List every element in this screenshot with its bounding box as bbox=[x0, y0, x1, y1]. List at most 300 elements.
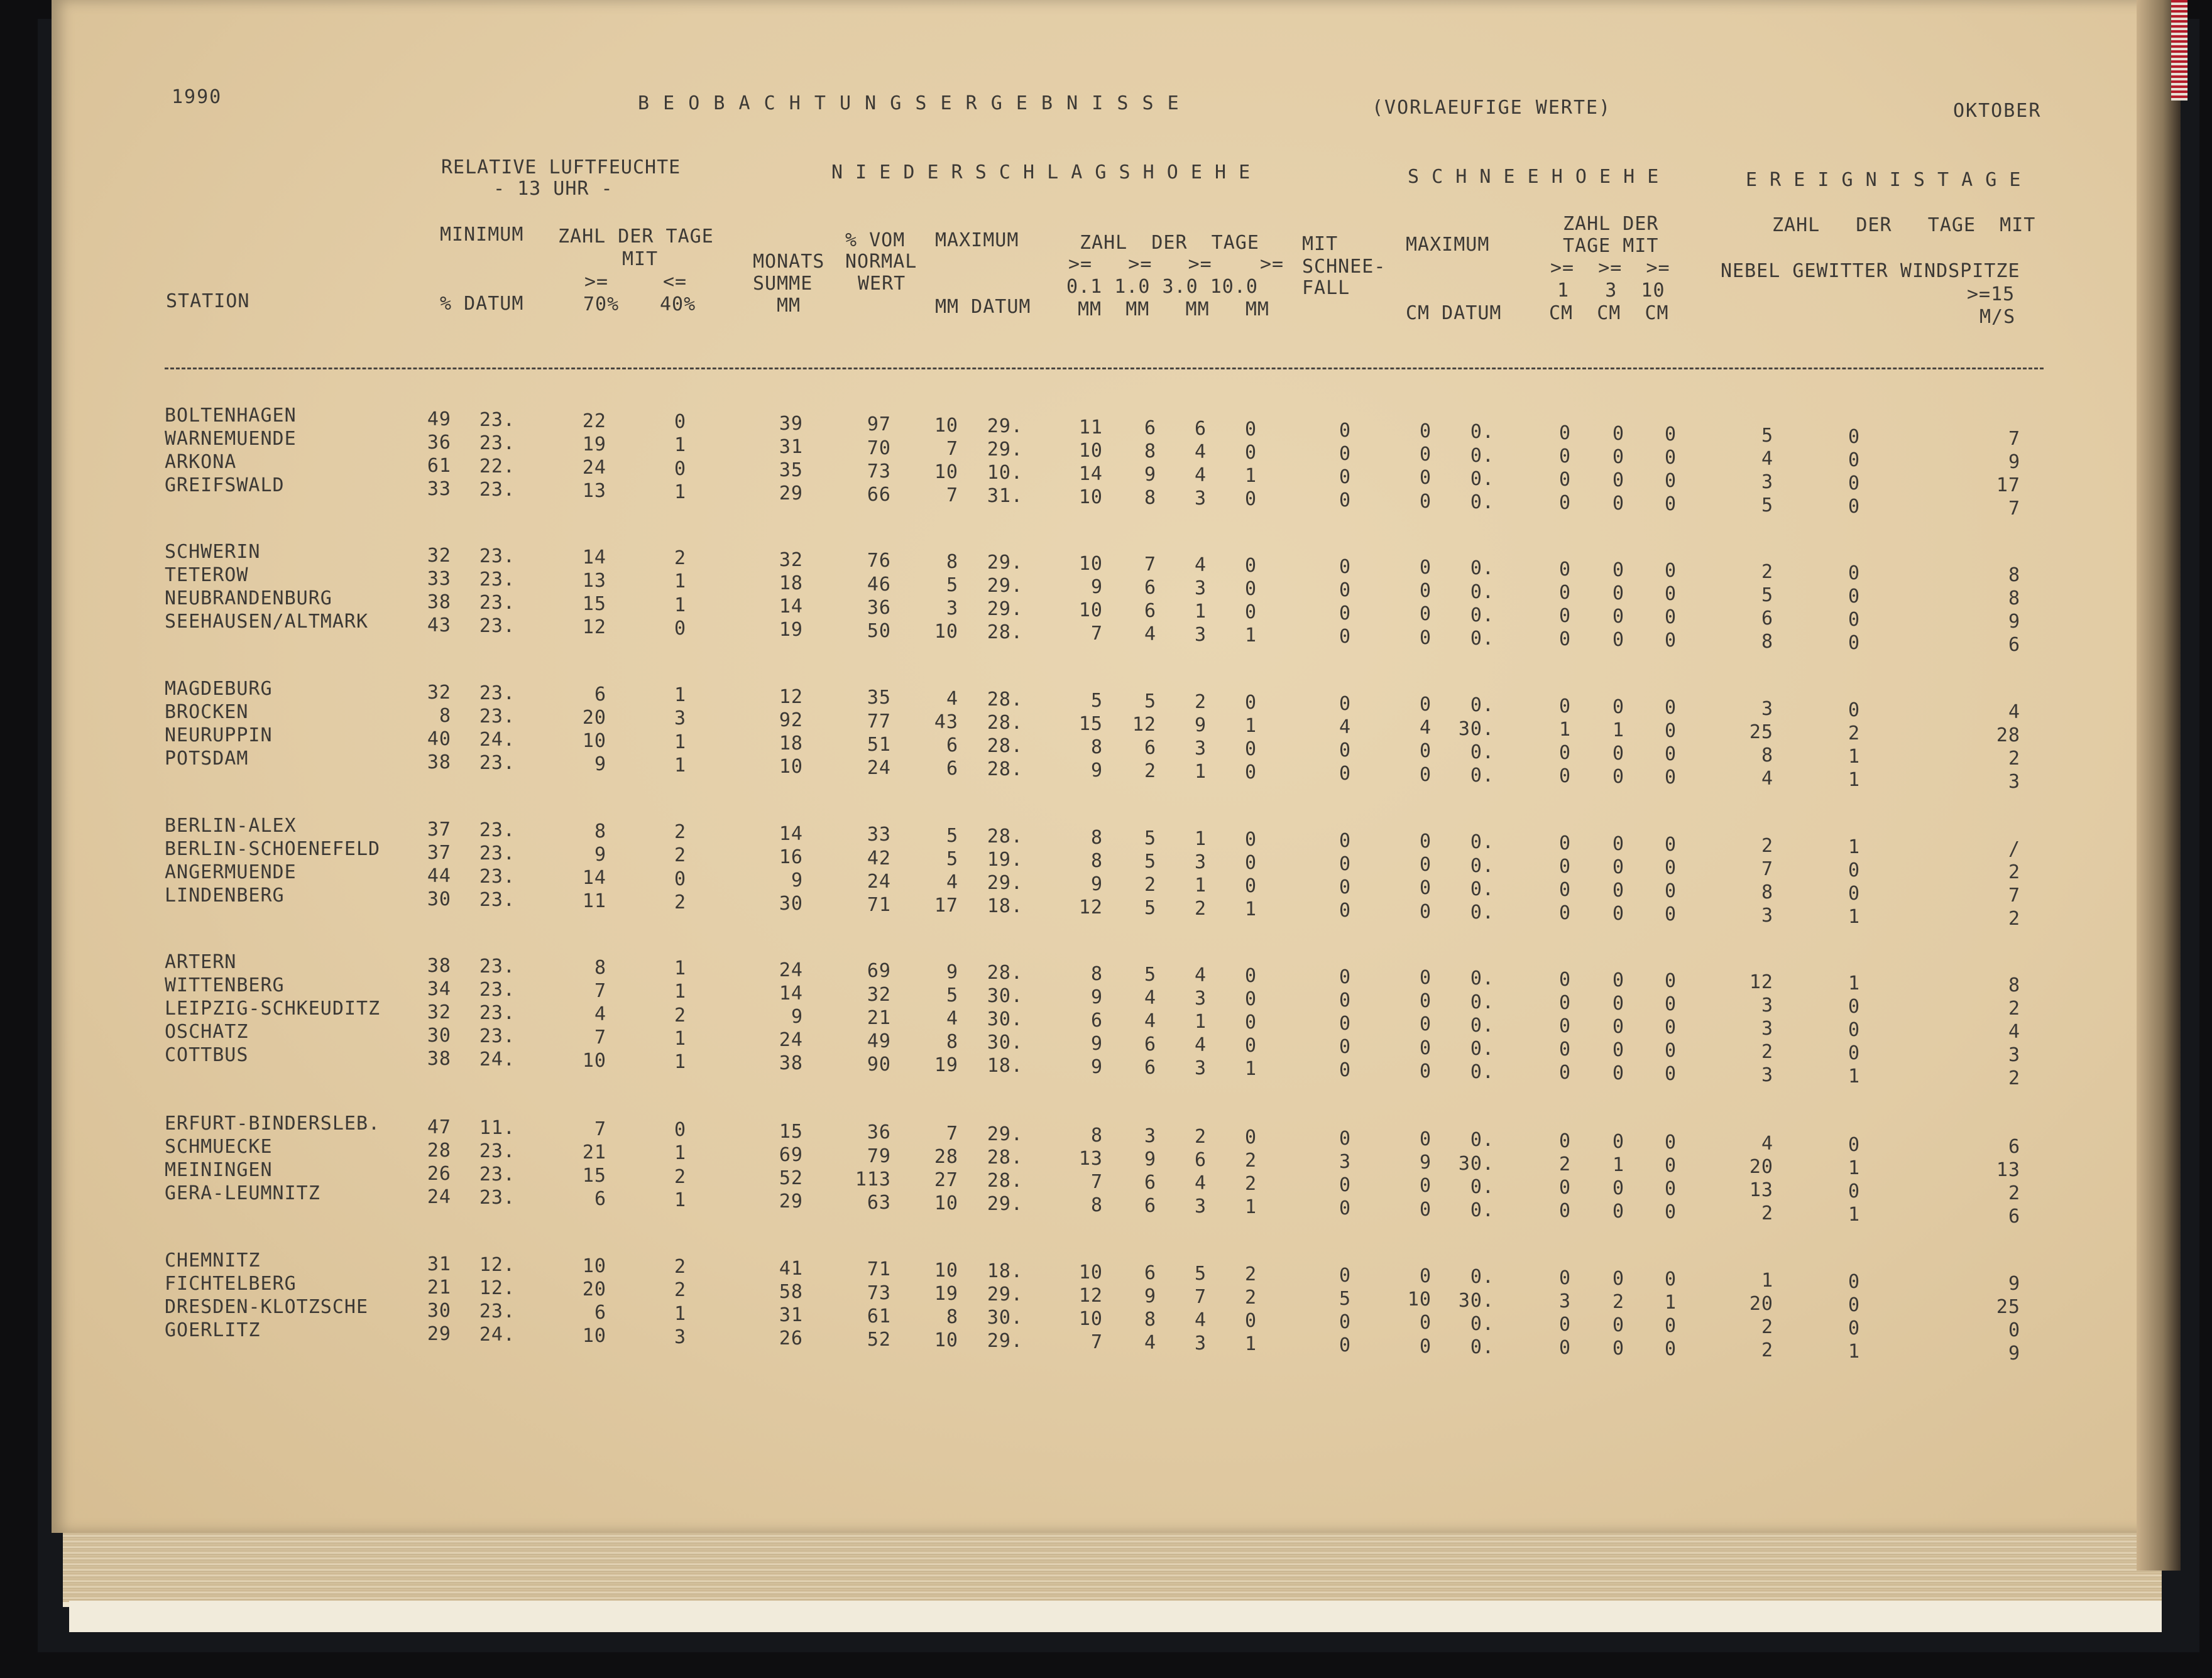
table-cell: 6 bbox=[1090, 1009, 1103, 1032]
table-cell: 0. bbox=[1470, 854, 1494, 877]
table-cell: 6 bbox=[1194, 1148, 1207, 1171]
table-cell: 23. bbox=[479, 866, 515, 888]
table-cell: 30 bbox=[427, 888, 451, 910]
table-cell: 1 bbox=[674, 481, 686, 503]
table-cell: 3 bbox=[1558, 1290, 1571, 1313]
table-cell: 0 bbox=[1339, 1012, 1351, 1035]
table-cell: 9 bbox=[1144, 463, 1156, 486]
table-cell: 17 bbox=[934, 895, 958, 917]
table-cell: 1 bbox=[674, 981, 686, 1003]
table-cell: 2 bbox=[1761, 561, 1773, 583]
table-cell: 1 bbox=[1848, 1204, 1860, 1226]
table-cell: 24 bbox=[582, 456, 606, 479]
table-cell: 0 bbox=[1419, 1312, 1432, 1334]
table-cell: 0 bbox=[1848, 859, 1860, 881]
table-cell: 0 bbox=[1612, 446, 1624, 469]
table-cell: 33 bbox=[427, 478, 451, 500]
table-cell: 0 bbox=[1664, 560, 1677, 582]
table-cell: 3 bbox=[1761, 905, 1773, 927]
table-cell: 4 bbox=[1194, 964, 1207, 986]
table-cell: 5 bbox=[1761, 494, 1773, 517]
table-cell: 0 bbox=[1339, 442, 1351, 465]
station-name: BROCKEN bbox=[165, 701, 249, 724]
table-cell: 0 bbox=[1339, 762, 1351, 785]
table-cell: 6 bbox=[946, 758, 958, 780]
table-cell: 29. bbox=[987, 1283, 1023, 1306]
table-cell: 0 bbox=[1419, 763, 1432, 786]
table-cell: 1 bbox=[1664, 1292, 1677, 1314]
table-cell: 2 bbox=[2008, 861, 2020, 883]
table-cell: 0 bbox=[1244, 738, 1257, 760]
table-cell: 0 bbox=[674, 1119, 686, 1141]
table-cell: 5 bbox=[1144, 897, 1156, 920]
table-cell: 0 bbox=[1612, 903, 1624, 925]
table-cell: 0 bbox=[1558, 445, 1571, 468]
table-cell: 2 bbox=[674, 1165, 686, 1188]
table-cell: 0 bbox=[1612, 423, 1624, 445]
table-cell: 28. bbox=[987, 758, 1023, 781]
table-cell: 4 bbox=[946, 687, 958, 710]
table-cell: 11 bbox=[1078, 416, 1103, 439]
table-cell: 3 bbox=[1761, 994, 1773, 1017]
table-cell: 10 bbox=[934, 621, 958, 643]
table-cell: 0 bbox=[1339, 899, 1351, 922]
table-cell: 8 bbox=[2008, 587, 2020, 609]
station-name: ERFURT-BINDERSLEB. bbox=[165, 1113, 381, 1135]
table-cell: 1 bbox=[674, 1050, 686, 1073]
header-rule bbox=[165, 368, 2044, 369]
table-cell: 0 bbox=[1558, 1177, 1571, 1199]
col-thresholds: 0.1 1.0 3.0 10.0 bbox=[1066, 276, 1258, 298]
table-cell: 0 bbox=[1848, 1270, 1860, 1293]
table-cell: 0 bbox=[1339, 1174, 1351, 1196]
table-cell: 2 bbox=[674, 891, 686, 913]
table-cell: 1 bbox=[1848, 769, 1860, 792]
table-cell: 0 bbox=[1244, 691, 1257, 714]
table-cell: 0 bbox=[1664, 423, 1677, 446]
table-cell: 0 bbox=[1419, 990, 1432, 1013]
table-cell: 9 bbox=[2008, 1343, 2020, 1365]
table-cell: 32 bbox=[427, 544, 451, 567]
table-cell: 3 bbox=[1194, 851, 1207, 873]
table-cell: 8 bbox=[1090, 849, 1103, 872]
table-cell: 25 bbox=[1996, 1296, 2020, 1318]
table-cell: 8 bbox=[1090, 1124, 1103, 1147]
col-snow-thr: 1 3 10 bbox=[1557, 280, 1665, 302]
table-cell: 0 bbox=[1339, 1059, 1351, 1081]
table-cell: 2 bbox=[1558, 1153, 1571, 1176]
table-cell: 1 bbox=[1244, 624, 1257, 647]
table-cell: 3 bbox=[1761, 471, 1773, 494]
table-cell: 2 bbox=[1144, 760, 1156, 783]
page-subtitle: (VORLAEUFIGE WERTE) bbox=[1372, 97, 1612, 119]
table-cell: 0 bbox=[674, 457, 686, 480]
table-cell: 0 bbox=[1664, 447, 1677, 469]
table-cell: 0 bbox=[1558, 1130, 1571, 1152]
table-cell: 0 bbox=[1558, 1038, 1571, 1061]
table-cell: 18. bbox=[987, 1260, 1023, 1283]
station-name: POTSDAM bbox=[165, 748, 249, 770]
table-cell: 0 bbox=[1612, 1016, 1624, 1038]
table-cell: 0 bbox=[1612, 833, 1624, 856]
station-name: TETEROW bbox=[165, 564, 249, 587]
table-cell: 0 bbox=[1339, 1334, 1351, 1356]
table-cell: 2 bbox=[1761, 1041, 1773, 1064]
station-name: NEURUPPIN bbox=[165, 724, 273, 747]
col-mit-schnee: MIT bbox=[1302, 233, 1339, 255]
table-cell: 9 bbox=[1090, 1032, 1103, 1055]
group-humidity-time: - 13 UHR - bbox=[493, 178, 613, 200]
table-cell: 0. bbox=[1470, 831, 1494, 854]
table-cell: 36 bbox=[867, 1121, 891, 1144]
table-cell: 1 bbox=[1558, 719, 1571, 741]
table-cell: 5 bbox=[1090, 689, 1103, 712]
col-snow-max: MAXIMUM bbox=[1406, 234, 1490, 256]
table-cell: 0 bbox=[1848, 562, 1860, 584]
table-cell: 43 bbox=[427, 614, 451, 636]
table-cell: 2 bbox=[2008, 908, 2020, 930]
table-cell: 28 bbox=[1996, 724, 2020, 746]
table-cell: 13 bbox=[582, 480, 606, 503]
table-cell: 38 bbox=[427, 751, 451, 773]
table-cell: 24. bbox=[479, 1049, 515, 1071]
table-cell: 28. bbox=[987, 621, 1023, 644]
station-name: ARTERN bbox=[165, 951, 237, 973]
col-snow-tage: TAGE MIT bbox=[1563, 235, 1659, 257]
table-cell: 8 bbox=[1144, 487, 1156, 509]
table-cell: 0 bbox=[1558, 1200, 1571, 1223]
table-cell: 10 bbox=[582, 1255, 606, 1277]
table-cell: 28. bbox=[987, 735, 1023, 758]
table-cell: 0 bbox=[1244, 761, 1257, 784]
table-cell: 0 bbox=[1244, 488, 1257, 511]
table-cell: 0 bbox=[1419, 444, 1432, 466]
table-cell: 5 bbox=[1144, 827, 1156, 849]
table-cell: 0 bbox=[1558, 879, 1571, 902]
table-cell: 4 bbox=[946, 1007, 958, 1030]
table-cell: 30 bbox=[427, 1299, 451, 1322]
table-cell: 0 bbox=[1339, 989, 1351, 1011]
table-cell: 23. bbox=[479, 706, 515, 728]
table-cell: 0 bbox=[1848, 1317, 1860, 1339]
table-cell: 0 bbox=[1339, 625, 1351, 648]
table-cell: 0 bbox=[1244, 988, 1257, 1010]
table-cell: 0 bbox=[1419, 1175, 1432, 1197]
table-cell: 50 bbox=[867, 619, 891, 642]
table-cell: 3 bbox=[1194, 1332, 1207, 1355]
table-cell: 6 bbox=[1144, 736, 1156, 759]
table-cell: 52 bbox=[867, 1328, 891, 1351]
table-cell: 7 bbox=[1090, 622, 1103, 645]
table-cell: 0 bbox=[1612, 582, 1624, 605]
table-cell: 5 bbox=[946, 824, 958, 847]
table-cell: 0 bbox=[1848, 1018, 1860, 1041]
table-cell: 2 bbox=[1244, 1149, 1257, 1172]
table-cell: 30. bbox=[987, 985, 1023, 1008]
table-cell: 0 bbox=[1558, 832, 1571, 854]
table-cell: 4 bbox=[1194, 1309, 1207, 1331]
table-cell: 0 bbox=[1664, 766, 1677, 789]
table-cell: 29. bbox=[987, 872, 1023, 895]
col-events-zahl: ZAHL DER TAGE MIT bbox=[1772, 214, 2036, 236]
table-cell: 0. bbox=[1470, 878, 1494, 900]
col-snow-zahl: ZAHL DER bbox=[1563, 213, 1659, 235]
table-cell: 0. bbox=[1470, 1175, 1494, 1198]
table-cell: 2 bbox=[1761, 835, 1773, 857]
table-cell: 0. bbox=[1470, 741, 1494, 763]
table-cell: 0. bbox=[1470, 421, 1494, 444]
table-cell: 9 bbox=[1090, 873, 1103, 895]
table-cell: 16 bbox=[779, 846, 803, 868]
table-cell: 34 bbox=[427, 978, 451, 1000]
table-cell: 21 bbox=[867, 1006, 891, 1029]
table-cell: 2 bbox=[674, 547, 686, 570]
col-events-ge15: >=15 bbox=[1967, 283, 2015, 305]
table-cell: 21 bbox=[582, 1141, 606, 1163]
col-summe-mm: MM bbox=[777, 295, 801, 317]
table-cell: 3 bbox=[1761, 1018, 1773, 1040]
table-cell: 4 bbox=[1761, 768, 1773, 790]
table-cell: 0 bbox=[1419, 626, 1432, 649]
table-cell: 2 bbox=[2008, 748, 2020, 770]
table-cell: 14 bbox=[779, 595, 803, 618]
table-cell: 8 bbox=[1090, 826, 1103, 849]
table-cell: 0 bbox=[1419, 1265, 1432, 1288]
table-cell: 24 bbox=[867, 870, 891, 893]
table-cell: 8 bbox=[1144, 440, 1156, 462]
table-cell: 0 bbox=[1339, 466, 1351, 488]
table-cell: 0 bbox=[1244, 601, 1257, 623]
table-cell: 1 bbox=[674, 1142, 686, 1165]
table-cell: 0. bbox=[1470, 764, 1494, 787]
table-cell: 6 bbox=[594, 1188, 606, 1211]
page-year: 1990 bbox=[172, 86, 222, 108]
table-cell: 0 bbox=[1419, 1037, 1432, 1059]
table-cell: 19. bbox=[987, 849, 1023, 871]
table-cell: 24. bbox=[479, 1324, 515, 1346]
table-cell: 29. bbox=[987, 1193, 1023, 1216]
table-cell: 10 bbox=[934, 1259, 958, 1282]
table-cell: 12. bbox=[479, 1253, 515, 1276]
table-cell: 27 bbox=[934, 1169, 958, 1191]
table-cell: 23. bbox=[479, 1300, 515, 1323]
table-cell: 0 bbox=[1612, 993, 1624, 1015]
table-cell: 1 bbox=[674, 1189, 686, 1211]
table-cell: 12. bbox=[479, 1277, 515, 1300]
station-name: SCHMUECKE bbox=[165, 1136, 273, 1158]
table-cell: 0. bbox=[1470, 694, 1494, 717]
table-cell: 6 bbox=[594, 1301, 606, 1324]
table-cell: 25 bbox=[1749, 721, 1773, 744]
table-cell: 12 bbox=[1078, 1284, 1103, 1307]
station-name: MEININGEN bbox=[165, 1159, 273, 1182]
table-cell: 0 bbox=[1244, 964, 1257, 987]
table-cell: 1 bbox=[674, 434, 686, 457]
table-cell: 0 bbox=[1339, 739, 1351, 761]
table-cell: 9 bbox=[1090, 1056, 1103, 1079]
table-cell: 23. bbox=[479, 592, 515, 614]
table-cell: 10 bbox=[934, 414, 958, 437]
group-precipitation: N I E D E R S C H L A G S H O E H E bbox=[831, 161, 1251, 183]
station-name: DRESDEN-KLOTZSCHE bbox=[165, 1296, 369, 1319]
table-cell: 2 bbox=[674, 844, 686, 867]
table-cell: 0 bbox=[1848, 1180, 1860, 1202]
table-cell: 0 bbox=[1664, 743, 1677, 766]
table-cell: 9 bbox=[1144, 1148, 1156, 1170]
table-cell: 14 bbox=[779, 822, 803, 845]
table-cell: 3 bbox=[1339, 1150, 1351, 1173]
station-name: ANGERMUENDE bbox=[165, 861, 297, 884]
table-cell: 23. bbox=[479, 432, 515, 455]
table-cell: 15 bbox=[582, 1164, 606, 1187]
station-name: MAGDEBURG bbox=[165, 678, 273, 700]
table-cell: 0 bbox=[1612, 1314, 1624, 1337]
table-cell: 1 bbox=[1848, 1157, 1860, 1179]
table-cell: 0 bbox=[1558, 628, 1571, 651]
table-cell: 1 bbox=[674, 594, 686, 616]
table-cell: 6 bbox=[1194, 417, 1207, 440]
book-gutter bbox=[2137, 0, 2181, 1571]
table-cell: 23. bbox=[479, 1140, 515, 1163]
table-cell: 11. bbox=[479, 1116, 515, 1139]
table-cell: 0 bbox=[1244, 851, 1257, 874]
table-cell: 32 bbox=[779, 548, 803, 571]
table-cell: 73 bbox=[867, 460, 891, 482]
table-cell: 0 bbox=[1419, 877, 1432, 900]
table-cell: 0 bbox=[1339, 692, 1351, 715]
table-cell: 0. bbox=[1470, 1060, 1494, 1083]
table-cell: 0 bbox=[1612, 1268, 1624, 1290]
table-cell: 10 bbox=[779, 756, 803, 778]
table-cell: 0. bbox=[1470, 901, 1494, 923]
table-cell: 73 bbox=[867, 1282, 891, 1304]
table-cell: 2 bbox=[674, 821, 686, 844]
table-cell: 28. bbox=[987, 1147, 1023, 1169]
table-cell: 5 bbox=[1144, 963, 1156, 986]
table-cell: 14 bbox=[779, 982, 803, 1005]
table-cell: 2 bbox=[674, 1004, 686, 1027]
table-cell: 0 bbox=[1664, 1338, 1677, 1361]
table-cell: 76 bbox=[867, 550, 891, 572]
table-cell: 4 bbox=[1144, 1010, 1156, 1032]
table-cell: 0 bbox=[1612, 856, 1624, 879]
table-cell: 0 bbox=[1339, 966, 1351, 988]
table-cell: 61 bbox=[427, 454, 451, 477]
station-name: FICHTELBERG bbox=[165, 1273, 297, 1295]
station-name: LEIPZIG-SCHKEUDITZ bbox=[165, 998, 381, 1020]
table-cell: 79 bbox=[867, 1145, 891, 1167]
table-cell: 97 bbox=[867, 413, 891, 436]
group-snow: S C H N E E H O E H E bbox=[1408, 166, 1660, 188]
table-cell: 38 bbox=[427, 591, 451, 613]
table-cell: 10 bbox=[1078, 486, 1103, 508]
table-cell: 0 bbox=[1244, 441, 1257, 464]
table-cell: 1 bbox=[1848, 906, 1860, 929]
table-cell: 7 bbox=[1090, 1331, 1103, 1353]
table-cell: 0. bbox=[1470, 467, 1494, 490]
table-cell: 7 bbox=[2008, 498, 2020, 520]
table-cell: 4 bbox=[1194, 553, 1207, 576]
table-cell: 30. bbox=[987, 1307, 1023, 1329]
table-cell: 2 bbox=[1194, 1125, 1207, 1148]
table-cell: 6 bbox=[1761, 607, 1773, 630]
table-cell: 4 bbox=[1194, 464, 1207, 486]
table-cell: 2 bbox=[2008, 1067, 2020, 1090]
table-cell: 0 bbox=[1339, 555, 1351, 578]
table-cell: 7 bbox=[594, 1118, 606, 1140]
table-cell: 26 bbox=[779, 1327, 803, 1349]
table-cell: 6 bbox=[2008, 1135, 2020, 1158]
table-cell: 0 bbox=[1419, 900, 1432, 923]
table-cell: 0 bbox=[1664, 970, 1677, 993]
table-cell: 92 bbox=[779, 709, 803, 731]
table-cell: 0. bbox=[1470, 604, 1494, 626]
table-cell: 0 bbox=[1339, 1197, 1351, 1219]
table-cell: 8 bbox=[594, 956, 606, 979]
table-cell: 4 bbox=[1144, 1332, 1156, 1354]
table-cell: 28. bbox=[987, 689, 1023, 711]
table-cell: 3 bbox=[1194, 624, 1207, 646]
table-cell: 0 bbox=[1664, 583, 1677, 606]
table-cell: 0 bbox=[1419, 1335, 1432, 1358]
table-cell: 0 bbox=[1848, 496, 1860, 518]
table-cell: 0 bbox=[1244, 1011, 1257, 1033]
table-cell: 0 bbox=[1419, 831, 1432, 853]
table-cell: / bbox=[2008, 837, 2020, 860]
table-cell: 13 bbox=[1996, 1159, 2020, 1181]
table-cell: 5 bbox=[1144, 690, 1156, 712]
table-cell: 5 bbox=[1761, 425, 1773, 447]
table-cell: 1 bbox=[1244, 464, 1257, 487]
col-ge: >= bbox=[584, 271, 609, 293]
table-cell: 31 bbox=[779, 1304, 803, 1326]
table-cell: 0 bbox=[1664, 1315, 1677, 1337]
table-cell: 13 bbox=[1078, 1147, 1103, 1170]
table-cell: 4 bbox=[594, 1003, 606, 1025]
table-cell: 3 bbox=[1761, 1064, 1773, 1087]
table-cell: 2 bbox=[674, 1256, 686, 1278]
table-cell: 8 bbox=[439, 704, 451, 727]
table-cell: 30. bbox=[987, 1032, 1023, 1054]
table-cell: 9 bbox=[1194, 714, 1207, 736]
table-cell: 6 bbox=[1144, 1195, 1156, 1218]
col-station: STATION bbox=[166, 290, 250, 312]
table-cell: 12 bbox=[1749, 971, 1773, 993]
table-cell: 9 bbox=[791, 1005, 803, 1028]
table-cell: 9 bbox=[594, 753, 606, 776]
table-cell: 18. bbox=[987, 895, 1023, 918]
table-cell: 9 bbox=[791, 869, 803, 891]
table-cell: 77 bbox=[867, 710, 891, 733]
col-schnee: SCHNEE- bbox=[1302, 256, 1386, 278]
table-cell: 2 bbox=[1244, 1286, 1257, 1309]
table-cell: 0 bbox=[1419, 1198, 1432, 1221]
bookmark-ribbon bbox=[2171, 0, 2187, 101]
table-cell: 20 bbox=[1749, 1156, 1773, 1179]
table-cell: 8 bbox=[946, 1031, 958, 1054]
table-cell: 3 bbox=[1144, 1125, 1156, 1147]
table-cell: 0 bbox=[1558, 582, 1571, 604]
table-cell: 0 bbox=[1664, 1201, 1677, 1224]
col-minimum: MINIMUM bbox=[440, 224, 524, 246]
table-cell: 24 bbox=[867, 756, 891, 779]
col-le: <= bbox=[663, 271, 687, 293]
table-cell: 0 bbox=[1558, 492, 1571, 515]
table-cell: 4 bbox=[2008, 700, 2020, 723]
table-cell: 1 bbox=[1848, 836, 1860, 858]
table-cell: 28. bbox=[987, 1170, 1023, 1192]
table-cell: 3 bbox=[1194, 1196, 1207, 1218]
